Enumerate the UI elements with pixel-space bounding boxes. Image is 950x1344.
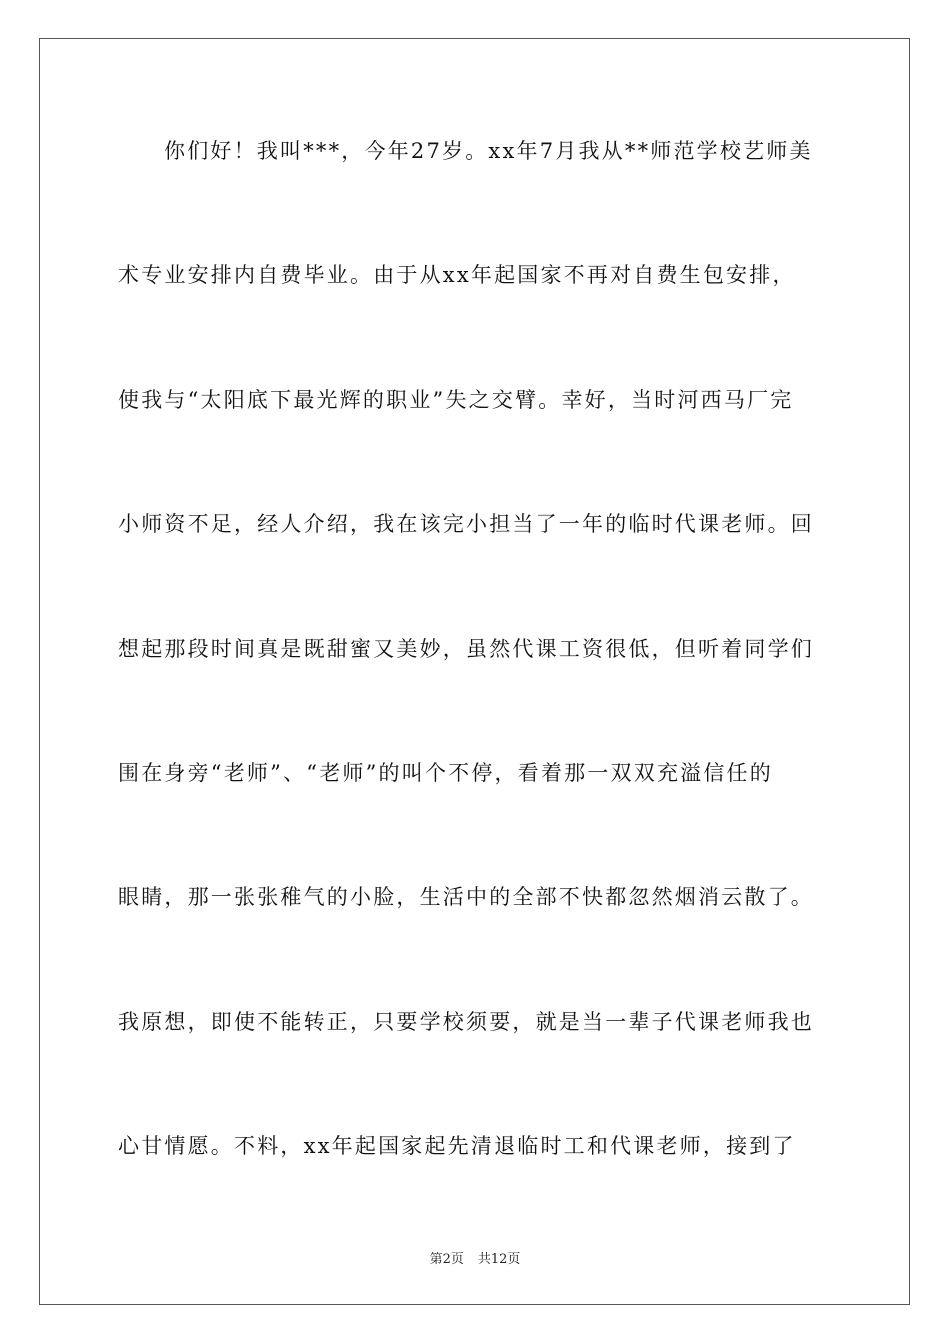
document-body [118,128,834,1248]
page-total: 共12页 [477,1252,521,1267]
page-footer [0,1248,950,1267]
text-line: 使我与“太阳底下最光辉的职业”失之交臂。幸好，当时河西马厂完 [118,387,794,412]
text-line: 小师资不足，经人介绍，我在该完小担当了一年的临时代课老师。回 [118,512,814,537]
text-line: 围在身旁“老师”、“老师”的叫个不停，看着那一双双充溢信任的 [118,760,773,785]
text-line: 想起那段时间真是既甜蜜又美妙，虽然代课工资很低，但听着同学们 [118,636,814,661]
text-line: 术专业安排内自费毕业。由于从xx年起国家不再对自费生包安排， [118,263,796,288]
text-line: 眼睛，那一张张稚气的小脸，生活中的全部不快都忽然烟消云散了。 [118,885,814,910]
text-line: 心甘情愿。不料，xx年起国家起先清退临时工和代课老师，接到了 [118,1134,796,1159]
page-number: 第2页 [429,1252,464,1267]
text-line: 我原想，即使不能转正，只要学校须要，就是当一辈子代课老师我也 [118,1009,814,1034]
text-line: 你们好！我叫***，今年27岁。xx年7月我从**师范学校艺师美 [164,139,813,163]
